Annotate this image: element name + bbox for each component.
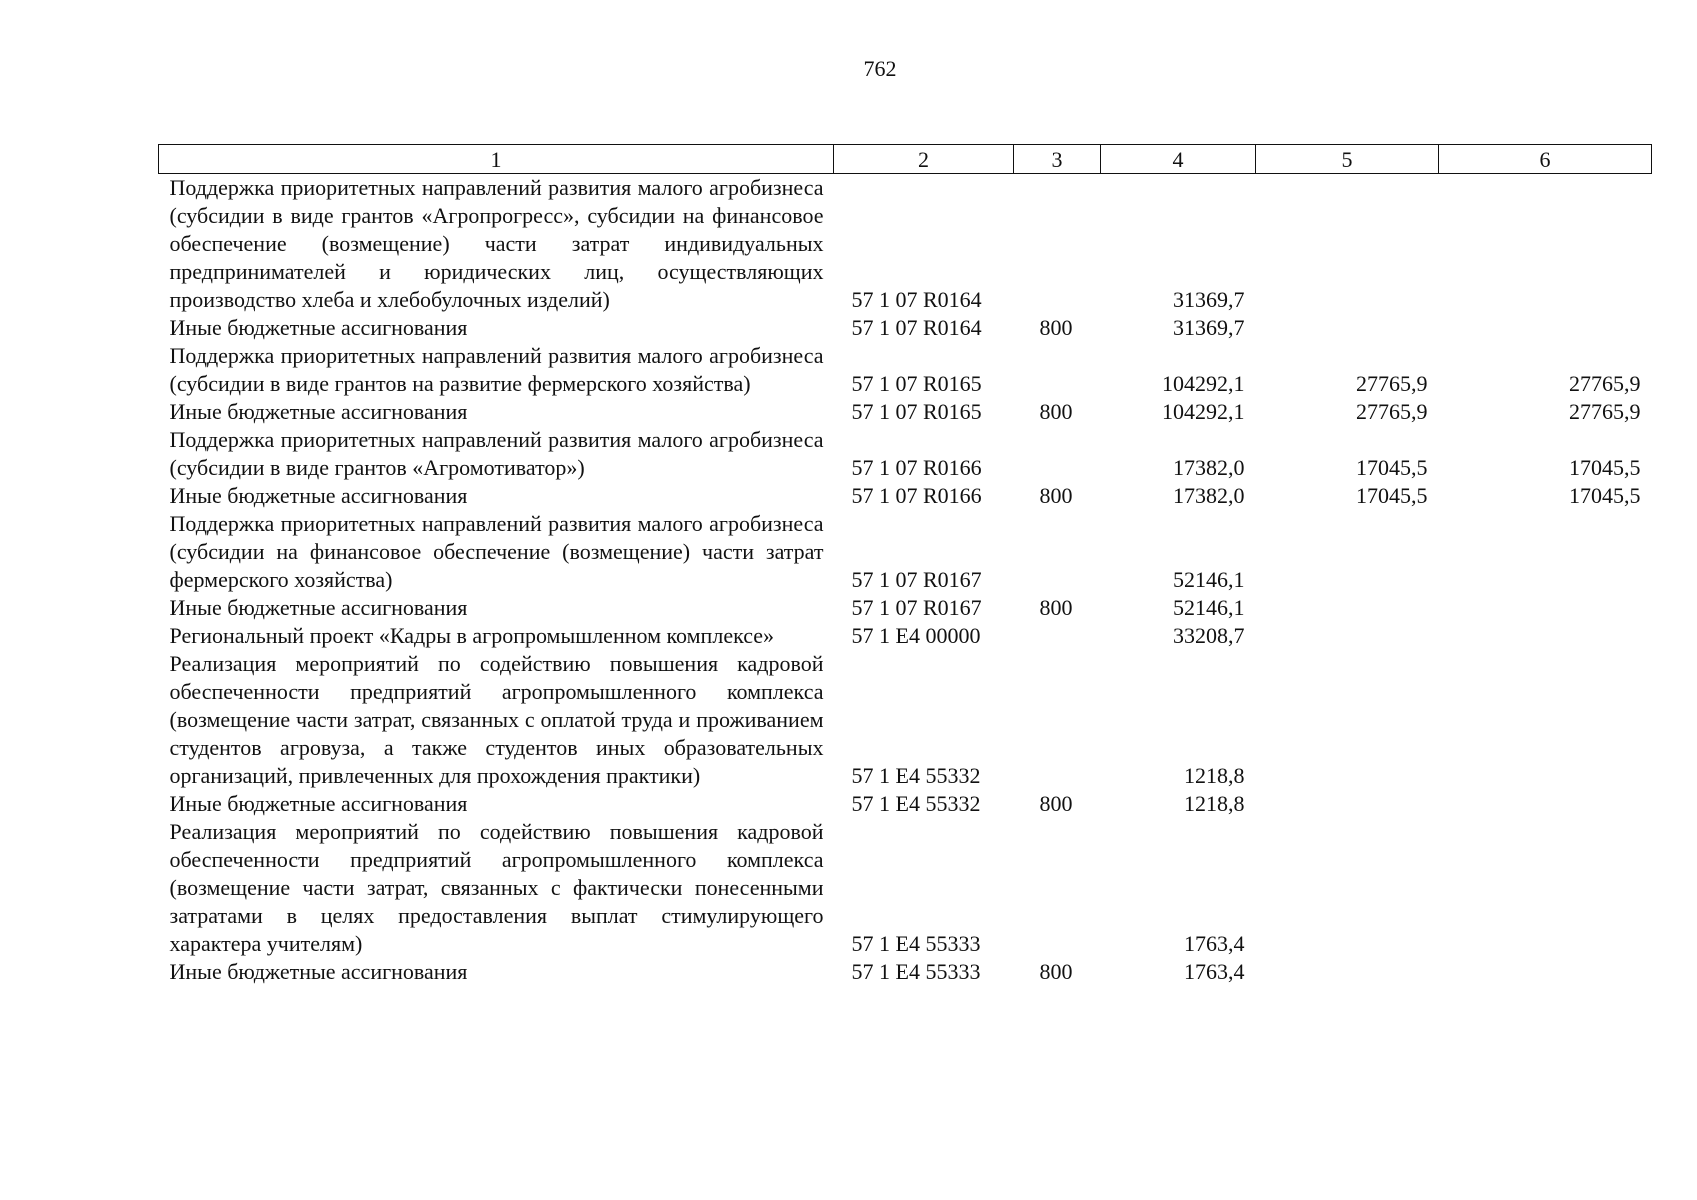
row-amount-6 [1439, 314, 1652, 342]
row-code: 57 1 07 R0167 [851, 595, 982, 620]
table-row [159, 174, 1652, 315]
row-name: Поддержка приоритетных направлений развития малого агробизнеса (субсидии в виде грантов «Агромотиватор») [169, 427, 824, 480]
row-code: 57 1 07 R0166 [851, 483, 982, 508]
table-row [159, 426, 1652, 482]
row-amount-6 [1439, 790, 1652, 818]
row-amount-4: 33208,7 [1173, 623, 1245, 648]
page-number: 762 [863, 56, 897, 81]
table-row [159, 958, 1652, 986]
row-amount-5 [1256, 622, 1439, 650]
table-row [159, 818, 1652, 958]
table-row [159, 398, 1652, 426]
header-col-4: 4 [1101, 145, 1256, 174]
header-col-3: 3 [1014, 145, 1101, 174]
row-expense-type [1014, 174, 1101, 315]
row-expense-type [1014, 426, 1101, 482]
row-amount-5: 27765,9 [1356, 399, 1428, 424]
row-name: Иные бюджетные ассигнования [169, 595, 468, 620]
row-code: 57 1 E4 00000 [851, 623, 981, 648]
row-name: Поддержка приоритетных направлений развития малого агробизнеса (субсидии в виде грантов «Агропрогресс», субсидии на финансовое обеспечение (возмещение) части затрат индивидуальных предпринимателей и юридических лиц, осуществляющих производство хлеба и хлебобулочных изделий) [169, 175, 824, 312]
row-amount-6 [1439, 818, 1652, 958]
row-code: 57 1 07 R0164 [851, 287, 982, 312]
row-amount-6 [1439, 958, 1652, 986]
row-amount-4: 52146,1 [1173, 567, 1245, 592]
table-row [159, 622, 1652, 650]
row-expense-type: 800 [1039, 595, 1073, 620]
row-code: 57 1 07 R0167 [851, 567, 982, 592]
row-amount-4: 1763,4 [1184, 959, 1245, 984]
row-expense-type: 800 [1039, 791, 1073, 816]
row-expense-type: 800 [1039, 315, 1073, 340]
header-col-5: 5 [1256, 145, 1439, 174]
header-col-2: 2 [834, 145, 1014, 174]
row-code: 57 1 07 R0165 [851, 371, 982, 396]
header-row [159, 145, 1652, 174]
row-amount-5 [1256, 174, 1439, 315]
table-row [159, 314, 1652, 342]
row-amount-5 [1256, 594, 1439, 622]
row-amount-5 [1256, 314, 1439, 342]
row-code: 57 1 E4 55333 [851, 931, 981, 956]
table-row [159, 594, 1652, 622]
row-amount-4: 17382,0 [1173, 483, 1245, 508]
row-name: Реализация мероприятий по содействию повышения кадровой обеспеченности предприятий агропромышленного комплекса (возмещение части затрат, связанных с оплатой труда и проживанием студентов агровуза, а также студентов иных образовательных организаций, привлеченных для прохождения практики) [169, 651, 824, 788]
row-amount-6 [1439, 594, 1652, 622]
row-name: Иные бюджетные ассигнования [169, 483, 468, 508]
row-code: 57 1 E4 55333 [851, 959, 981, 984]
header-col-6: 6 [1439, 145, 1652, 174]
row-amount-6 [1439, 510, 1652, 594]
row-expense-type [1014, 342, 1101, 398]
table-row [159, 342, 1652, 398]
row-code: 57 1 07 R0165 [851, 399, 982, 424]
row-amount-5 [1256, 958, 1439, 986]
row-amount-5 [1256, 650, 1439, 790]
budget-table [158, 144, 1652, 986]
row-amount-6 [1439, 622, 1652, 650]
row-expense-type [1014, 622, 1101, 650]
row-expense-type [1014, 818, 1101, 958]
row-name: Реализация мероприятий по содействию повышения кадровой обеспеченности предприятий агропромышленного комплекса (возмещение части затрат, связанных с фактически понесенными затратами в целях предоставления выплат стимулирующего характера учителям) [169, 819, 824, 956]
row-amount-4: 31369,7 [1173, 287, 1245, 312]
row-expense-type: 800 [1039, 483, 1073, 508]
row-expense-type [1014, 650, 1101, 790]
table-row [159, 510, 1652, 594]
row-amount-5 [1256, 818, 1439, 958]
table-row [159, 790, 1652, 818]
row-name: Иные бюджетные ассигнования [169, 791, 468, 816]
row-amount-4: 1763,4 [1184, 931, 1245, 956]
table-body [159, 174, 1652, 987]
row-amount-6 [1439, 174, 1652, 315]
row-expense-type: 800 [1039, 959, 1073, 984]
row-amount-4: 1218,8 [1184, 791, 1245, 816]
row-amount-6: 17045,5 [1569, 483, 1641, 508]
row-amount-4: 104292,1 [1162, 371, 1245, 396]
table-header [159, 145, 1652, 174]
row-amount-4: 52146,1 [1173, 595, 1245, 620]
table-row [159, 650, 1652, 790]
row-amount-6: 27765,9 [1569, 371, 1641, 396]
row-amount-5 [1256, 510, 1439, 594]
row-name: Поддержка приоритетных направлений развития малого агробизнеса (субсидии на финансовое обеспечение (возмещение) части затрат фермерского хозяйства) [169, 511, 824, 592]
row-amount-6 [1439, 650, 1652, 790]
row-amount-4: 1218,8 [1184, 763, 1245, 788]
row-amount-4: 104292,1 [1162, 399, 1245, 424]
row-amount-4: 17382,0 [1173, 455, 1245, 480]
row-expense-type [1014, 510, 1101, 594]
row-name: Иные бюджетные ассигнования [169, 315, 468, 340]
row-name: Иные бюджетные ассигнования [169, 399, 468, 424]
row-amount-5: 17045,5 [1356, 455, 1428, 480]
row-code: 57 1 07 R0164 [851, 315, 982, 340]
row-amount-5 [1256, 790, 1439, 818]
row-expense-type: 800 [1039, 399, 1073, 424]
row-code: 57 1 07 R0166 [851, 455, 982, 480]
row-code: 57 1 E4 55332 [851, 791, 981, 816]
row-amount-5: 27765,9 [1356, 371, 1428, 396]
row-amount-6: 27765,9 [1569, 399, 1641, 424]
row-code: 57 1 E4 55332 [851, 763, 981, 788]
row-amount-5: 17045,5 [1356, 483, 1428, 508]
row-name: Региональный проект «Кадры в агропромышленном комплексе» [169, 623, 775, 648]
row-amount-6: 17045,5 [1569, 455, 1641, 480]
header-col-1: 1 [159, 145, 834, 174]
table-row [159, 482, 1652, 510]
row-amount-4: 31369,7 [1173, 315, 1245, 340]
row-name: Поддержка приоритетных направлений развития малого агробизнеса (субсидии в виде грантов на развитие фермерского хозяйства) [169, 343, 824, 396]
row-name: Иные бюджетные ассигнования [169, 959, 468, 984]
